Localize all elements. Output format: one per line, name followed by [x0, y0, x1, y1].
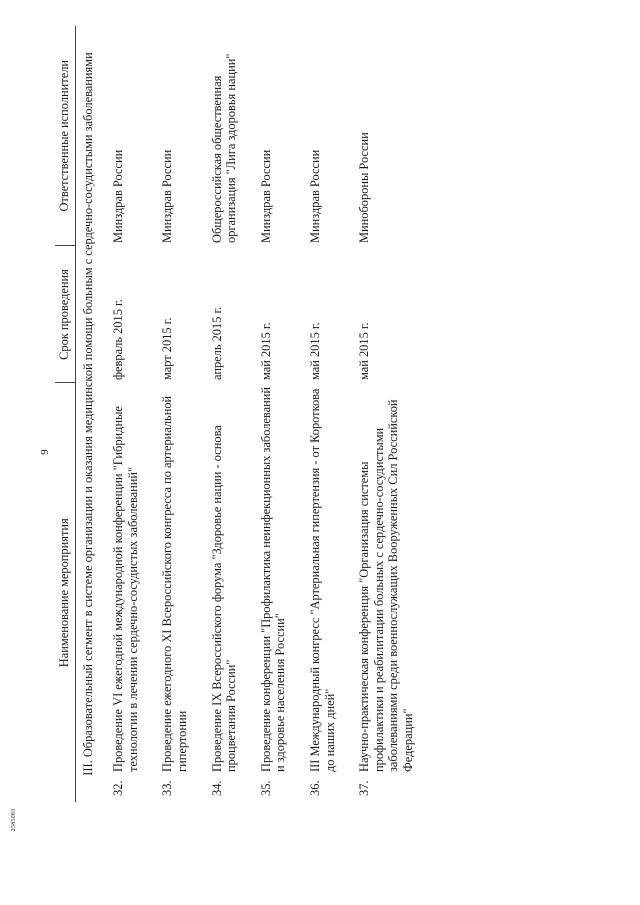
event-name: Проведение конференции "Профилактика неинфекционных заболеваний и здоровье населения России": [258, 386, 288, 772]
row-number: 35.: [258, 780, 273, 796]
event-name: Проведение ежегодного XI Всероссийского конгресса по артериальной гипертонии: [160, 395, 189, 772]
table-row: [251, 26, 300, 802]
row-number: 33.: [160, 780, 175, 796]
table-row: [152, 26, 201, 802]
document-id: 2585083: [11, 808, 17, 832]
header-event-name: Наименование мероприятия: [55, 383, 75, 802]
section-row: [75, 26, 103, 802]
event-name: Научно-практическая конференция "Организация системы профилактики и реабилитации больных с сердечно-сосудистыми заболеваниями среди военнослужащих Вооруженных Сил Российской Федерации": [357, 399, 415, 772]
page-number: 9: [39, 449, 51, 455]
events-table: [55, 26, 428, 802]
row-number: 36.: [307, 780, 322, 796]
event-term: февраль 2015 г.: [111, 299, 126, 380]
event-name: Проведение VI ежегодной международной конференции "Гибридные технологии в лечении сердечно-сосудистых заболеваний": [111, 406, 140, 772]
table-header-row: [55, 26, 75, 802]
header-term: Срок проведения: [55, 246, 75, 383]
event-term: май 2015 г.: [258, 322, 273, 380]
event-term: май 2015 г.: [357, 322, 372, 380]
row-number: 32.: [111, 780, 126, 796]
event-term: апрель 2015 г.: [209, 306, 224, 380]
event-name: III Международный конгресс "Артериальная гипертензия - от Короткова до наших дней": [307, 388, 337, 772]
event-term: май 2015 г.: [307, 322, 322, 380]
event-executor: Минздрав России: [111, 149, 126, 243]
event-executor: Минобороны России: [357, 132, 372, 243]
section-title: III. Образовательный сегмент в системе организации и оказания медицинской помощи больным с сердечно-сосудистыми заболеваниями: [80, 52, 95, 776]
event-executor: Общероссийская общественная организация "Лига здоровья нации": [209, 53, 239, 243]
event-name: Проведение IX Всероссийского форума "Здоровье нации - основа процветания России": [209, 425, 239, 772]
event-executor: Минздрав России: [307, 149, 322, 243]
row-number: 34.: [209, 780, 224, 796]
event-executor: Минздрав России: [160, 149, 175, 243]
header-executors: Ответственные исполнители: [55, 26, 75, 246]
row-number: 37.: [357, 780, 372, 796]
table-row: [349, 26, 427, 802]
event-term: март 2015 г.: [160, 317, 175, 380]
event-executor: Минздрав России: [258, 149, 273, 243]
table-row: [202, 26, 251, 802]
table-row: [103, 26, 152, 802]
table-row: [300, 26, 349, 802]
